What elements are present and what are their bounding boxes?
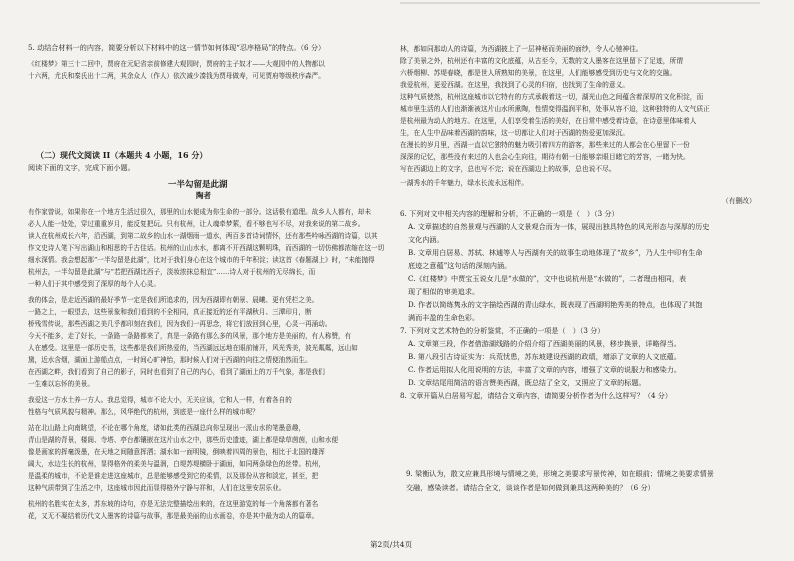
left-line: 桥残雪传说，那些西湖之美几乎都印刻在我们，因为我们一再思念，将它们放回到心里，心灵一再涌动。 — [28, 320, 332, 328]
left-line: 读人在杭州成长六年，沿西湖，到第二故乡的山水一湖烟雨一道水，两百多首诗词情怀，还有那些吟咏西湖的诗篇，以其 — [28, 232, 378, 240]
left-line: 是温柔的城市，不论是谁走进这座城市，总是能够感受到它的柔情，以及那份从容和淡定，甚至，把 — [28, 472, 319, 480]
left-line: 5. 动结合材料一的内容，简要分析以下材料中的这一情节如何体现“忍序格局”的特点。（6 分） — [28, 43, 326, 52]
right-line: 生，在人生中品味着西湖的韵味，这一切都让人们对于西湖的热爱更加深沉。 — [400, 129, 630, 137]
right-line: B. 第八段引古诗证实为：兵荒忧患，苏东坡建设西湖的政绩，增添了文章的人文底蕴。 — [408, 352, 681, 361]
right-line: A. 文章第三段，作者借游湖线路的介绍介绍了西湖美丽的风景，移步换景，详略得当。 — [408, 339, 681, 348]
left-line: 在西湖之畔，我们看到了自己的影子，同时也看到了自己的内心，看到了湖面上的万千气象，那是我们 — [28, 368, 325, 376]
right-line: B. 文章用白居易、苏轼、林逋等人与西湖有关的故事生动地体现了“故乡”，乃人生中印有生命 — [408, 248, 703, 257]
right-line: 在漫长的岁月里，西湖一直以它独特的魅力吸引着四方的游客，那些来过的人都会在心里留下一份 — [400, 141, 690, 149]
left-line: 十六两，尤氏和秦氏出十二两，其余众人（作人）依次减少凑钱为贾母做寿，可见贾府等级秩序森严。 — [28, 72, 325, 80]
right-line: 写在西湖边上的文字，总也写不完；说在西湖边上的故事，总也说不尽。 — [400, 165, 616, 173]
left-line: 一路之上，一眼望去，这些景象和我们看到的不全相同，真正接近的还有平湖秋月、三潭印月，断 — [28, 308, 312, 316]
right-line: 8. 文章开篇从白居易写起，请结合文章内容，请简要分析作者为什么这样写？（4 分） — [400, 391, 672, 400]
left-line: 一种人们于其中感受到了深厚的每个人心灵。 — [28, 280, 160, 288]
right-line: （有删改） — [722, 197, 756, 205]
left-line: 花，又无不凝结着历代文人墨客的诗篇与故事，那是最美丽的山水画卷，亦是其中最为动人的篇章。 — [28, 512, 319, 520]
left-line: 像是画家的挥毫泼墨，在天地之间随意挥洒；湖水如一面明镜，倒映着四周的景色，相比于北国的雄浑 — [28, 448, 325, 456]
left-line: 我的体会，是走近西湖的最好季节一定是我们所追求的，因为西湖即有朝景、晨曦、更有凭栏之美。 — [28, 296, 319, 304]
right-line: A. 文章描述的自然景观与西湖的人文景观合而为一体，展现出独具特色的风光形态与深厚的历史 — [408, 222, 710, 231]
left-line: 一生难以忘怀的美景。 — [28, 380, 94, 388]
right-line: 深深的记忆，那些没有来过的人也会心生向往，期待有朝一日能够亲眼目睹它的芳容，一睹为快。 — [400, 153, 690, 161]
left-line: 人在感受。这里是一部历史书，这些都是我们所热爱的，当西湖远远地在眼前铺开，风光秀美，波光粼粼，远山如 — [28, 344, 358, 352]
right-line: 交融，感染读者。请结合全文，谈谈作者是如何做到兼具这两种美的？（6 分） — [406, 483, 655, 492]
left-line: 青山是湖的背景，楼阁、寺塔、亭台都镶嵌在这片山水之中，那些历史遗迹，湖上都是绿草茵茵，山和水便 — [28, 436, 339, 444]
right-line: C.《红楼梦》中贾宝玉说女儿是“水做的”，文中也说杭州是“水做的”，二者理由相同，表 — [408, 274, 687, 283]
left-line: 性格与气质风貌与精神。那么，风华绝代的杭州，到底是一座什么样的城市呢？ — [28, 408, 259, 416]
left-line: 有作家曾说，如果你在一个地方生活过很久，那里的山水便成为你生命的一部分。这话极有道理。故乡人人都有，却未 — [28, 208, 372, 216]
right-line: 除了美景之外，杭州还有丰富的文化底蕴，从古至今，无数的文人墨客在这里留下了足迹，所谓 — [400, 57, 683, 65]
right-line: 满而丰盈的生命色彩。 — [408, 313, 480, 322]
left-line: 我爱这一方水土养一方人。我总觉得，城市不论大小，无关应该，它和人一样，有着各自的 — [28, 396, 292, 404]
right-line: D. 文章结尾用简洁的语言赞美西湖，既总结了全文，又照应了文章的标题。 — [408, 378, 646, 387]
left-line: 必人人能一处处，穿过重重岁月，能反复把玩。只有杭州，让人魂牵梦萦，看不够也写不尽，对我来说的第二故乡。 — [28, 220, 365, 228]
left-line: 阅读下面的文字，完成下面小题。 — [28, 163, 135, 172]
right-line: 我爱杭州，更爱西湖。在这里，我找到了心灵的归宿，也找到了生命的意义。 — [400, 81, 630, 89]
right-line: 现了相似的审美追求。 — [408, 287, 480, 296]
page-footer: 第2页/共4页 — [370, 540, 413, 549]
left-line: 《红楼梦》第三十二回中，贾府在元妃省亲前修建大观园时，贾府的主子奴才——大观园中的人物都以 — [28, 60, 325, 68]
right-line: 7. 下列对文艺术特色的分析鉴赏，不正确的一项是（ ）（3 分） — [400, 326, 605, 335]
right-line: D. 作者以简练隽永的文字描绘西湖的青山绿水，既表现了西湖明艳秀美的特点，也体现了其饱 — [408, 300, 703, 309]
left-line: 杭州的名胜实在太多，苏东坡的诗句，亦是无法完整描绘出来的，在这里游览的每一个角落都有著名 — [28, 500, 319, 508]
left-column — [28, 0, 390, 561]
left-line: 阔大，水边生长的杭州，显得格外的柔美与温润，白堤苏堤横卧于湖面，如同两条绿色的丝带。杭州， — [28, 460, 325, 468]
left-line: 作文史诗人笔下写出湖山和相思的千古佳话。杭州的山山水水，都离不开西湖这颗明珠，而西湖的一切仿佛都浓缩在这一切 — [28, 244, 385, 252]
left-line: 这种气质带到了生活之中，这座城市因此而显得格外宁静与祥和，人们在这里安居乐业。 — [28, 484, 286, 492]
right-line: 9. 梁衡认为，散文应兼具形境与情境之美，形境之美要求写景传神，如在眼前；情境之美要求情景 — [406, 469, 714, 478]
left-line: 黛，近水含烟，湖面上游船点点，一时间心旷神怡，那时候人们对于西湖的向往之情便油然而生。 — [28, 356, 312, 364]
left-line: 细水深情。我会想起那“一半勾留是此湖”，比对于我们身心在这个城市的千年积淀；读这首《春题湖上》时，“未能抛得 — [28, 256, 375, 264]
left-line: 今天不能多，走了好长，一条路一条路都来了，真是一条路有那么多的风景，那个地方是美丽的，有人称赞，有 — [28, 332, 352, 340]
right-line: 是杭州最为动人的地方。在这里，人们享受着生活的美好，在日常中感受着诗意，在诗意里体味着人 — [400, 117, 697, 125]
right-line: 6. 下列对文中相关内容的理解和分析，不正确的一项是（ ）（3 分） — [400, 209, 619, 218]
right-line: 底迹之意蕴”这句话的深刻内涵。 — [408, 261, 512, 270]
right-line: 六桥烟柳、苏堤春晓，都是世人所熟知的美景，在这里，人们能够感受到历史与文化的交融。 — [400, 69, 677, 77]
right-line: C. 作者运用拟人化用说明的方法，丰富了文章的内容，增强了文章的说服力和感染力。 — [408, 365, 681, 374]
right-line: 城市里生活的人们也渐渐被这片山水所熏陶，性情变得温润平和，处事从容不迫，这种独特的人文气质正 — [400, 105, 710, 113]
right-line: 林，都如同那动人的诗篇，为西湖披上了一层神秘而美丽的面纱，令人心驰神往。 — [400, 45, 643, 53]
left-line: 陶者 — [196, 191, 211, 200]
right-column — [400, 0, 772, 561]
left-line: （二）现代文阅读 II（本题共 4 小题，16 分） — [36, 150, 208, 160]
left-line: 一半勾留是此湖 — [168, 180, 228, 190]
right-line: 一湖秀水的千年魅力，绿水长流永远相伴。 — [400, 179, 529, 187]
right-line: 这种气质使然，杭州这座城市以它特有的方式承载着这一切，湖光山色之间蕴含着深厚的文化积淀，而 — [400, 93, 704, 101]
left-line: 站在北山路上向南眺望，不论在哪个角度，诸如此类的西湖总向你呈现出一派山水的笔墨意趣， — [28, 424, 306, 432]
right-line: 文化内涵。 — [408, 235, 444, 244]
left-line: 杭州去，一半勾留是此湖”与“若把西湖比西子，淡妆浓抹总相宜”……诗人对于杭州的无尽绵长，而 — [28, 268, 316, 276]
